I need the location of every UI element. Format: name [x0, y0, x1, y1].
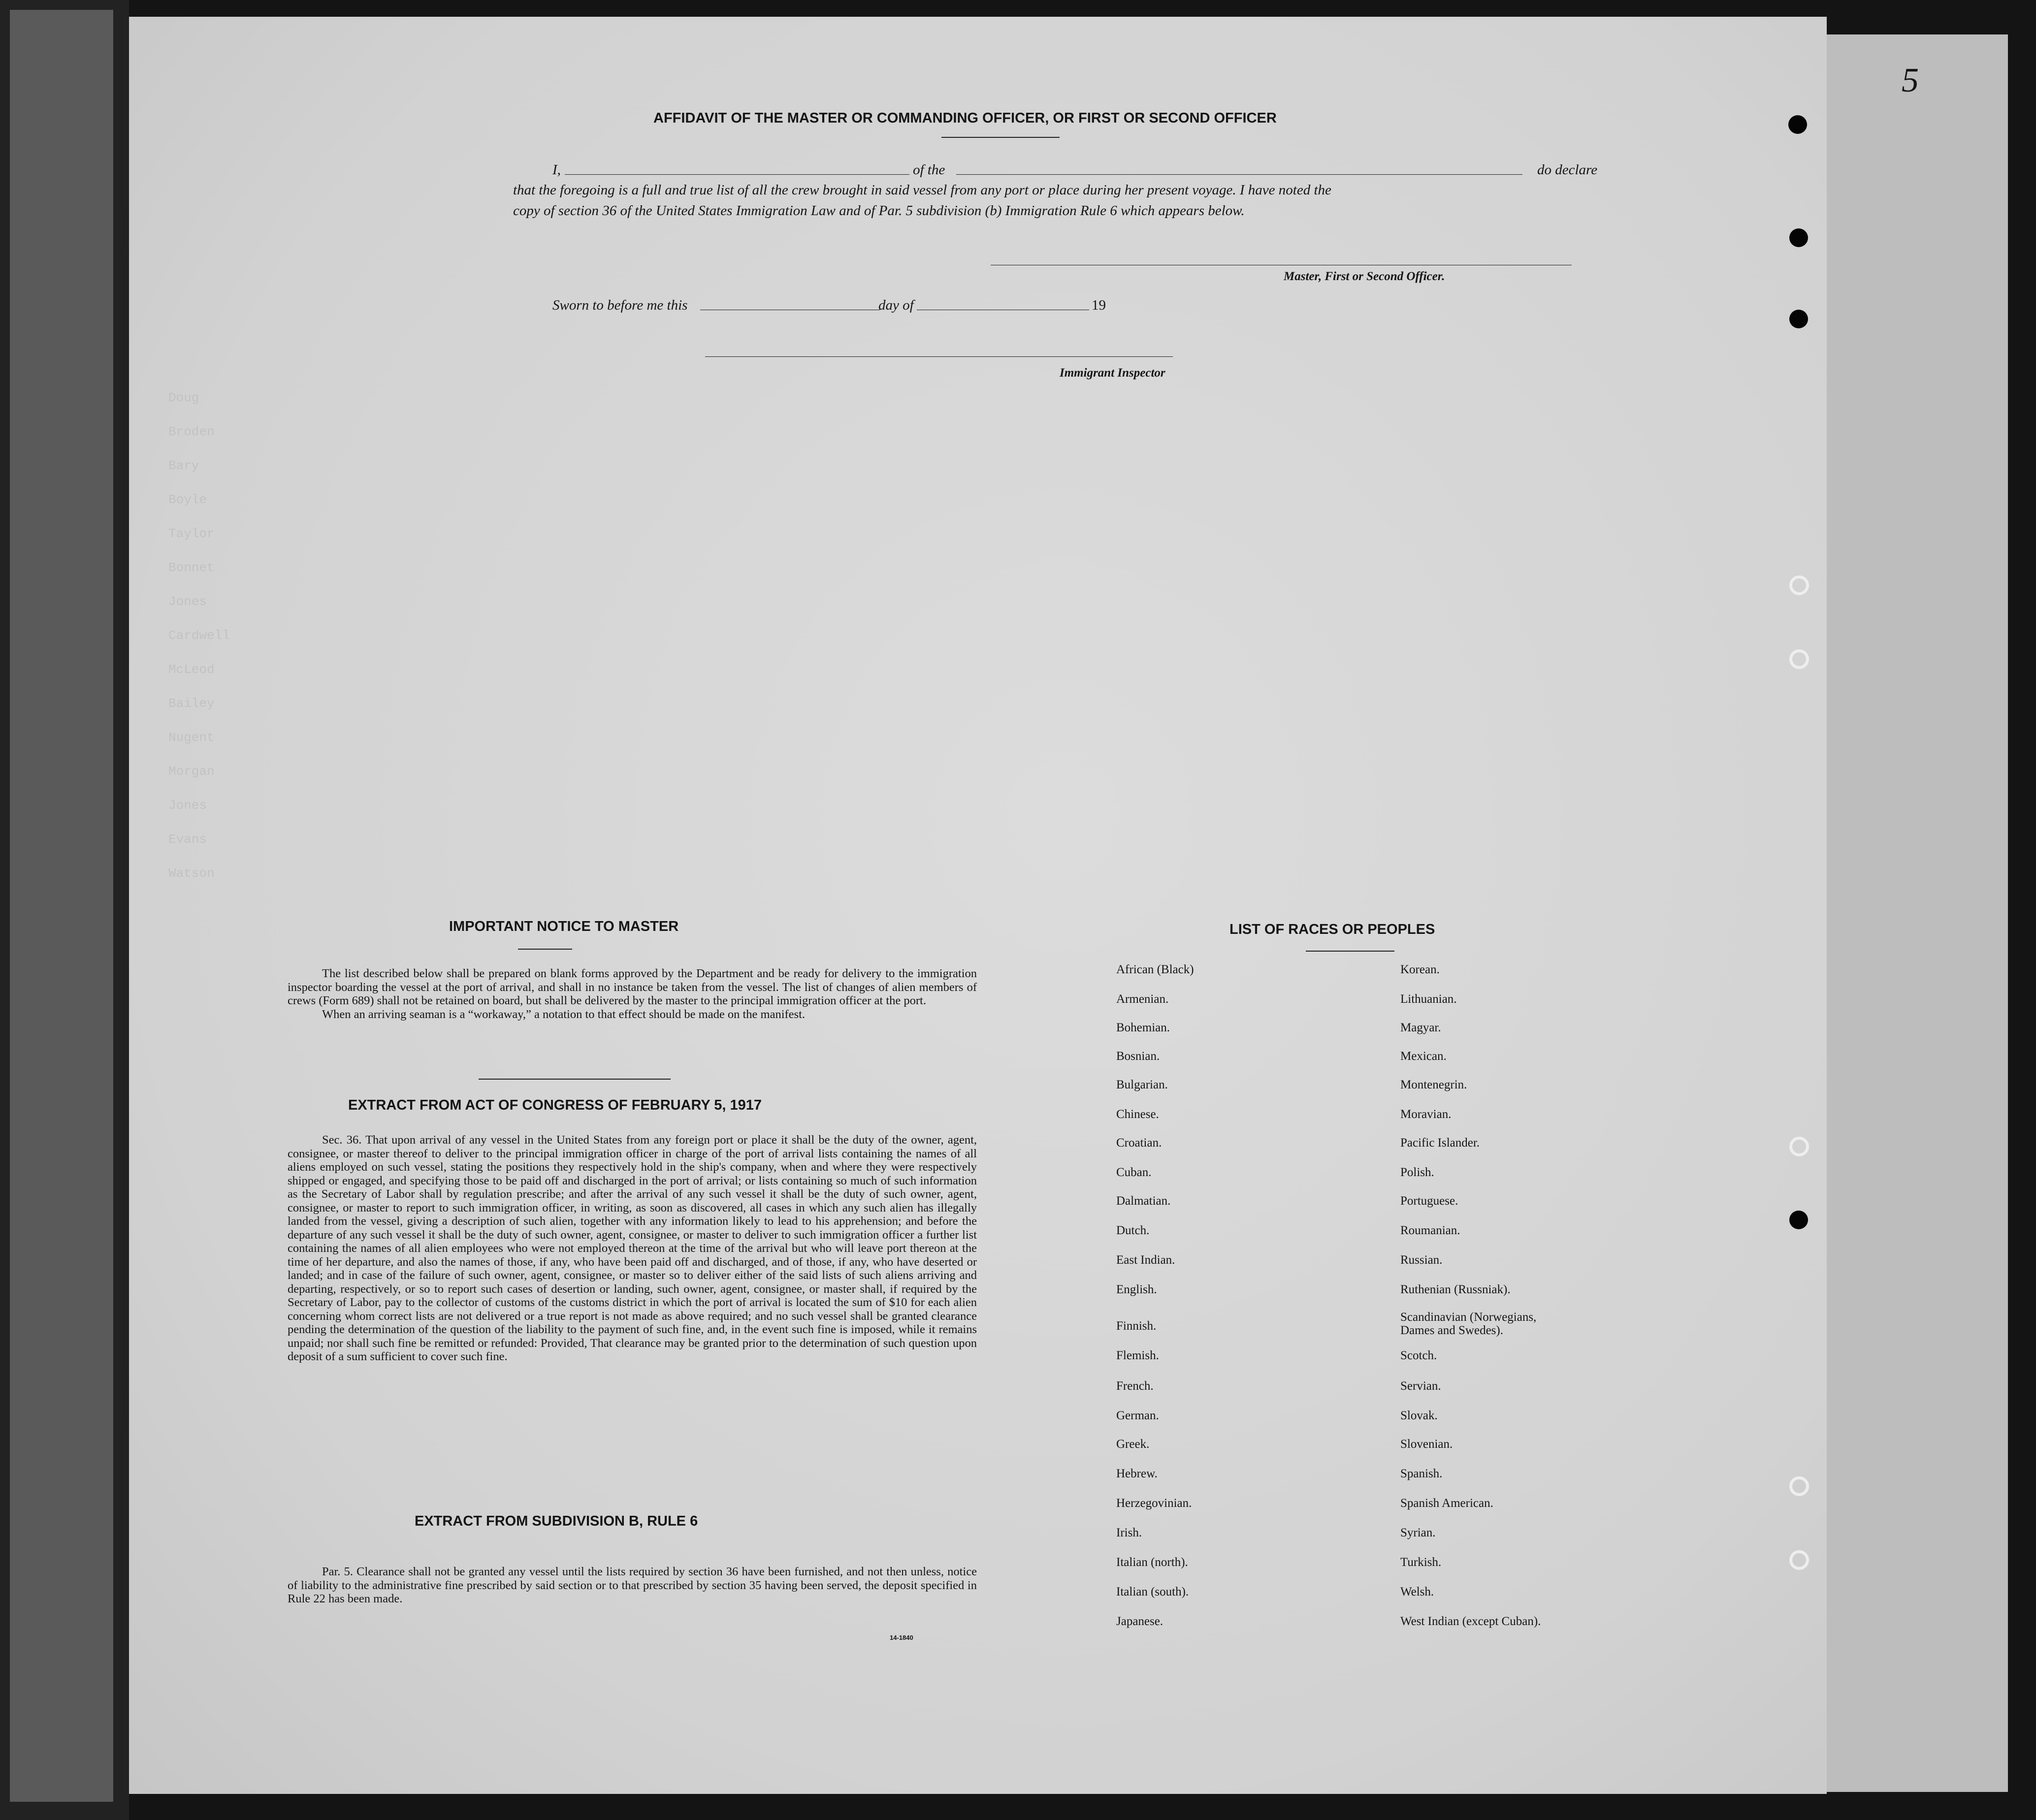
act-section-36: Sec. 36. That upon arrival of any vessel in the United States from any foreign port or place it shall be the duty of the owner, agent, consignee, or master thereof to deliver to the principal immigration officer in charge of the port of arrival lists containing the names of all aliens employed on such vessel, stating the positions they respectively hold in the ship's company, when and where they were respectively shipped or engaged, and specifying those to be paid off and discharged in the port of arrival; or lists containing so much of such information as the Secretary of Labor shall by regulation prescribe; and after the arrival of any such vessel it shall be the duty of such owner, agent, consignee, or master to report to such immigration officer, in writing, as soon as discovered, all cases in which any such alien has illegally landed from the vessel, giving a description of such alien, together with any information likely to lead to his apprehension; and before the departure of any such vessel it shall be the duty of such owner, agent, consignee, or master to deliver to such immigration officer a further list containing the names of all alien employees who were not employed thereon at the time of the arrival but who will leave port thereon at the time of her departure, and also the names of those, if any, who have been paid off and discharged, and of those, if any, who have deserted or landed; and in case of the failure of such owner, agent, consignee, or master so to deliver either of the said lists of such aliens arriving and departing, respectively, or so to report such cases of desertion or landing, such owner, agent, consignee, or master shall, if required by the Secretary of Labor, pay to the collector of customs of the customs district in which the port of arrival is located the sum of $10 for each alien concerning whom correct lists are not delivered or a true report is not made as above required; and no such vessel shall be granted clearance pending the determination of the question of the liability to the payment of such fine, and, in the event such fine is imposed, while it remains unpaid; nor shall such fine be remitted or refunded: Provided, That clearance may be granted prior to the determination of such question upon deposit of a sum sufficient to cover such fine.	[288, 1133, 977, 1363]
race-item: Moravian.	[1400, 1108, 1452, 1121]
rule-paragraph-5: Par. 5. Clearance shall not be granted any vessel until the lists required by section 36 have been furnished, and not then unless, notice of liability to the administrative fine prescribed by said section or to that prescribed by section 35 having been served, the deposit specified in Rule 22 has been made.	[288, 1565, 977, 1605]
left-adjacent-sheet	[10, 10, 113, 1802]
race-item: Lithuanian.	[1400, 992, 1457, 1006]
race-item: Italian (north).	[1116, 1556, 1188, 1569]
margin-mark: 5	[1902, 62, 1919, 99]
race-item: Finnish.	[1116, 1319, 1157, 1333]
race-item: Armenian.	[1116, 992, 1169, 1006]
race-item: Scandinavian (Norwegians,	[1400, 1310, 1537, 1324]
rule-title: EXTRACT FROM SUBDIVISION B, RULE 6	[415, 1513, 698, 1529]
race-item: Slovak.	[1400, 1409, 1438, 1422]
act-body	[288, 1133, 977, 1364]
race-item: Servian.	[1400, 1379, 1441, 1393]
race-item: Polish.	[1400, 1166, 1434, 1179]
divider	[1306, 951, 1394, 952]
race-item: East Indian.	[1116, 1253, 1175, 1267]
punch-hole	[1789, 228, 1808, 247]
race-item: Mexican.	[1400, 1050, 1447, 1063]
document-page	[129, 17, 1919, 1794]
punch-hole	[1789, 1137, 1809, 1156]
race-item: Pacific Islander.	[1400, 1136, 1480, 1149]
sworn-text: Sworn to before me this	[552, 297, 688, 313]
race-item: Scotch.	[1400, 1349, 1437, 1362]
race-item: Roumanian.	[1400, 1224, 1460, 1237]
inspector-signature-line	[705, 356, 1173, 357]
race-item: Dalmatian.	[1116, 1194, 1171, 1208]
race-item: Herzegovinian.	[1116, 1497, 1192, 1510]
race-item: Dames and Swedes).	[1400, 1324, 1503, 1337]
race-item: African (Black)	[1116, 963, 1194, 976]
race-item: French.	[1116, 1379, 1154, 1393]
notice-paragraph-2: When an arriving seaman is a “workaway,” a notation to that effect should be made on the manifest.	[322, 1007, 806, 1021]
notice-body	[288, 967, 977, 1021]
punch-hole	[1789, 1211, 1808, 1229]
race-item: Croatian.	[1116, 1136, 1162, 1149]
race-item: Korean.	[1400, 963, 1440, 976]
race-item: German.	[1116, 1409, 1159, 1422]
race-item: Dutch.	[1116, 1224, 1150, 1237]
rule-body	[288, 1565, 977, 1606]
race-item: Flemish.	[1116, 1349, 1159, 1362]
vessel-line	[956, 174, 1522, 175]
race-item: Montenegrin.	[1400, 1078, 1467, 1091]
name-line	[565, 174, 909, 175]
race-item: Chinese.	[1116, 1108, 1159, 1121]
affidavit-line2: that the foregoing is a full and true list of all the crew brought in said vessel from any port or place during her present voyage. I have noted the	[513, 182, 1331, 198]
punch-hole	[1789, 310, 1808, 328]
race-item: Bosnian.	[1116, 1050, 1160, 1063]
day-of-text: day of	[878, 297, 914, 313]
race-item: Bulgarian.	[1116, 1078, 1168, 1091]
punch-hole	[1789, 1550, 1809, 1570]
form-number: 14-1840	[890, 1634, 913, 1641]
punch-hole	[1788, 115, 1807, 134]
affidavit-i: I,	[552, 162, 561, 178]
race-item: Hebrew.	[1116, 1467, 1158, 1480]
race-item: Spanish.	[1400, 1467, 1443, 1480]
punch-hole	[1789, 575, 1809, 595]
year-text: 19	[1092, 297, 1106, 313]
race-item: Bohemian.	[1116, 1021, 1170, 1034]
race-item: Welsh.	[1400, 1585, 1434, 1598]
race-item: Portuguese.	[1400, 1194, 1458, 1208]
master-caption: Master, First or Second Officer.	[1284, 270, 1445, 283]
races-title: LIST OF RACES OR PEOPLES	[1229, 922, 1435, 937]
race-item: Greek.	[1116, 1437, 1150, 1451]
race-item: Russian.	[1400, 1253, 1443, 1267]
race-item: Spanish American.	[1400, 1497, 1493, 1510]
race-item: Italian (south).	[1116, 1585, 1189, 1598]
notice-title: IMPORTANT NOTICE TO MASTER	[449, 919, 679, 934]
race-item: Turkish.	[1400, 1556, 1442, 1569]
underlying-sheet	[1817, 34, 2008, 1792]
race-item: Ruthenian (Russniak).	[1400, 1283, 1511, 1296]
race-item: Magyar.	[1400, 1021, 1441, 1034]
inspector-caption: Immigrant Inspector	[1060, 366, 1165, 380]
affidavit-of-the: of the	[913, 162, 945, 178]
punch-hole	[1789, 1476, 1809, 1496]
race-item: West Indian (except Cuban).	[1400, 1615, 1541, 1628]
race-item: Slovenian.	[1400, 1437, 1453, 1451]
affidavit-line3: copy of section 36 of the United States Immigration Law and of Par. 5 subdivision (b) Immigration Rule 6 which appears below.	[513, 203, 1245, 219]
race-item: English.	[1116, 1283, 1157, 1296]
act-title: EXTRACT FROM ACT OF CONGRESS OF FEBRUARY 5, 1917	[348, 1097, 762, 1113]
race-item: Irish.	[1116, 1526, 1142, 1539]
divider	[518, 949, 572, 950]
divider	[941, 137, 1060, 138]
punch-hole	[1789, 649, 1809, 669]
divider	[479, 1079, 671, 1080]
affidavit-declare: do declare	[1537, 162, 1598, 178]
race-item: Japanese.	[1116, 1615, 1163, 1628]
race-item: Cuban.	[1116, 1166, 1152, 1179]
affidavit-title: AFFIDAVIT OF THE MASTER OR COMMANDING OFFICER, OR FIRST OR SECOND OFFICER	[653, 110, 1277, 126]
notice-paragraph-1: The list described below shall be prepared on blank forms approved by the Department and be ready for delivery to the immigration inspector boarding the vessel at the port of arrival, and shall in no instance be taken from the vessel. The list of changes of alien members of crews (Form 689) shall not be retained on board, but shall be delivered by the master to the principal immigration officer at the port.	[288, 967, 977, 1007]
race-item: Syrian.	[1400, 1526, 1436, 1539]
bleed-through: Doug Broden Bary Boyle Taylor Bonnet Jones Cardwell McLeod Bailey Nugent Morgan Jones Evans Watson	[168, 390, 230, 881]
